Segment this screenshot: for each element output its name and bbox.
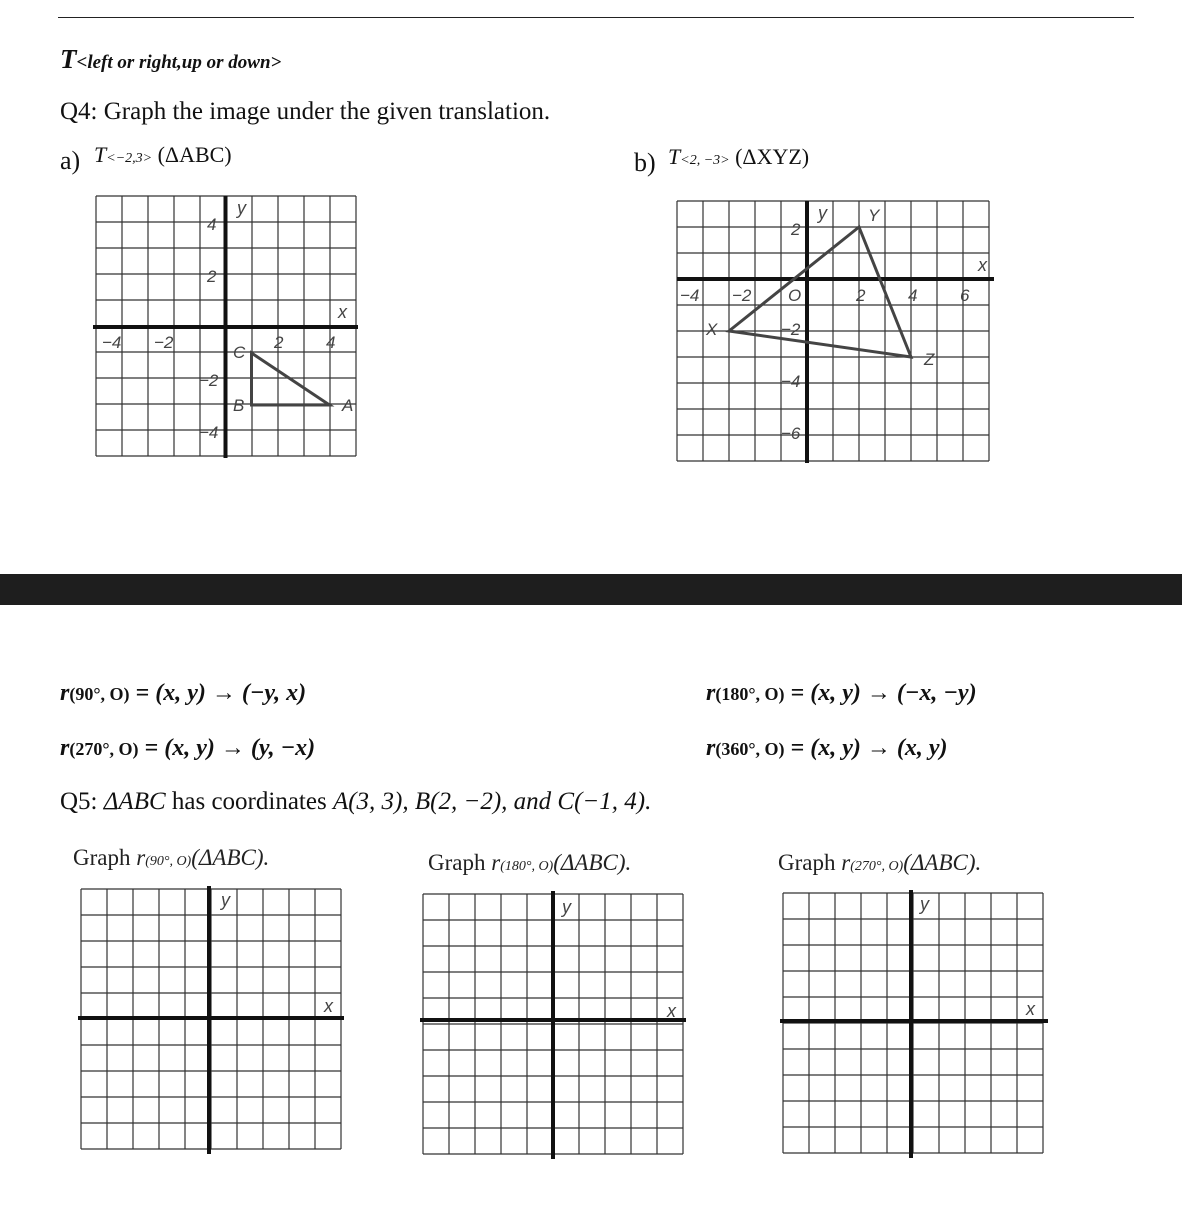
q4b-y-axis-label: y <box>818 203 827 223</box>
q4b-coordinate-grid[interactable] <box>672 195 1002 470</box>
q4b-x-tick-label: 4 <box>908 286 918 305</box>
q4b-y-tick-label: −4 <box>781 372 801 391</box>
q4a-triangle-abc <box>252 353 330 405</box>
q5-graph3-caption <box>778 850 981 876</box>
rule-r90-sub: (90°, O) <box>69 684 130 704</box>
q5-prefix: Q5: <box>60 788 104 815</box>
q5-graph2-prefix: Graph <box>428 850 492 875</box>
section-divider-bar <box>0 574 1182 605</box>
q4b-T: T <box>668 144 681 169</box>
q4b-vertex-Z-label: Z <box>924 350 935 369</box>
q4b-label: b) <box>634 148 656 177</box>
q4a-y-tick-label: 2 <box>207 267 217 286</box>
q4a-x-tick-label: 2 <box>274 333 284 352</box>
q4a-x-tick-label: −4 <box>102 333 122 352</box>
q5-graph1-sub: (90°, O) <box>145 854 192 869</box>
q4b-x-tick-label: 2 <box>856 286 866 305</box>
q4a-y-tick-label: −4 <box>199 423 219 442</box>
translation-notation <box>60 44 281 75</box>
q5-middle-text: has coordinates <box>165 788 333 815</box>
q4a-x-tick-label: 4 <box>326 333 336 352</box>
q4a-y-tick-label: 4 <box>207 215 217 234</box>
q4a-expression <box>94 142 232 168</box>
q4b-y-tick-label: 2 <box>791 220 801 239</box>
rule-r90 <box>60 680 306 707</box>
q4b-vector: <2, −3> <box>680 153 730 168</box>
q4a-vector: <−2,3> <box>106 151 153 166</box>
q5-graph1-r: r <box>136 845 146 870</box>
q4a-x-tick-label: −2 <box>154 333 174 352</box>
rule-r360-r: r <box>706 735 716 761</box>
rule-r270-r: r <box>60 735 70 761</box>
q5-graph2-arg: (ΔABC). <box>553 850 632 875</box>
q5-graph1-x-label: x <box>324 996 333 1016</box>
q4b-origin-label: O <box>788 286 802 305</box>
q5-graph1-grid[interactable] <box>76 884 348 1156</box>
rule-r360-sub: (360°, O) <box>715 739 785 759</box>
q5-graph1-arg: (ΔABC). <box>191 845 270 870</box>
q4b-x-tick-label: −2 <box>732 286 752 305</box>
q4b-vertex-Y-label: Y <box>868 206 880 225</box>
q5-graph3-y-label: y <box>920 894 929 914</box>
q5-graph2-r: r <box>491 850 501 875</box>
rule-r270-sub: (270°, O) <box>69 739 139 759</box>
q5-graph3-sub: (270°, O) <box>850 859 904 874</box>
q4a-y-axis-label: y <box>237 198 246 218</box>
q4a-T: T <box>94 142 107 167</box>
top-divider-line <box>58 17 1134 18</box>
q4b-x-tick-label: 6 <box>960 286 970 305</box>
rule-r180-r: r <box>706 680 716 706</box>
rule-r360 <box>706 735 947 762</box>
q4-prompt: Q4: Graph the image under the given translation. <box>60 98 551 125</box>
rule-r270-formula: = (x, y) → (y, −x) <box>138 735 316 761</box>
rule-r90-formula: = (x, y) → (−y, x) <box>129 680 307 706</box>
q4a-vertex-B-label: B <box>233 396 245 415</box>
q4b-y-tick-label: −2 <box>781 320 801 339</box>
q5-graph1-prefix: Graph <box>73 845 137 870</box>
rule-r180 <box>706 680 977 707</box>
q5-graph2-grid[interactable] <box>418 889 690 1161</box>
q5-graph3-grid[interactable] <box>778 888 1050 1160</box>
q5-graph3-x-label: x <box>1026 999 1035 1019</box>
q4b-triangle-xyz <box>729 227 911 357</box>
q4b-y-tick-label: −6 <box>781 424 801 443</box>
rule-r90-r: r <box>60 680 70 706</box>
translation-T: T <box>60 44 77 74</box>
q4a-label: a) <box>60 146 81 175</box>
rule-r180-sub: (180°, O) <box>715 684 785 704</box>
q5-graph1-caption <box>73 845 269 871</box>
q4b-x-tick-label: −4 <box>680 286 700 305</box>
q5-graph2-sub: (180°, O) <box>500 859 554 874</box>
q5-graph3-arg: (ΔABC). <box>903 850 982 875</box>
translation-notation-subscript: <left or right,up or down> <box>76 52 282 73</box>
q4b-triangle: (ΔXYZ) <box>735 144 810 169</box>
q4a-coordinate-grid[interactable] <box>90 190 370 462</box>
q5-triangle: ΔABC <box>103 788 166 815</box>
q4a-triangle: (ΔABC) <box>157 142 232 167</box>
q4b-vertex-X-label: X <box>706 320 718 339</box>
q5-graph2-x-label: x <box>667 1001 676 1021</box>
q5-graph3-prefix: Graph <box>778 850 842 875</box>
rule-r360-formula: = (x, y) → (x, y) <box>784 735 948 761</box>
q4a-vertex-C-label: C <box>233 343 246 362</box>
q5-coordinates: A(3, 3), B(2, −2), and C(−1, 4). <box>332 788 652 815</box>
rule-r270 <box>60 735 315 762</box>
q4b-expression <box>668 144 809 170</box>
q4a-x-axis-label: x <box>338 302 347 322</box>
q4b-x-axis-label: x <box>978 255 987 275</box>
q4a-y-tick-label: −2 <box>199 371 219 390</box>
q5-graph3-r: r <box>841 850 851 875</box>
q5-graph2-caption <box>428 850 631 876</box>
q5-prompt <box>60 788 651 816</box>
q4a-vertex-A-label: A <box>342 396 354 415</box>
q5-graph1-y-label: y <box>221 890 230 910</box>
rule-r180-formula: = (x, y) → (−x, −y) <box>784 680 977 706</box>
q5-graph2-y-label: y <box>562 897 571 917</box>
